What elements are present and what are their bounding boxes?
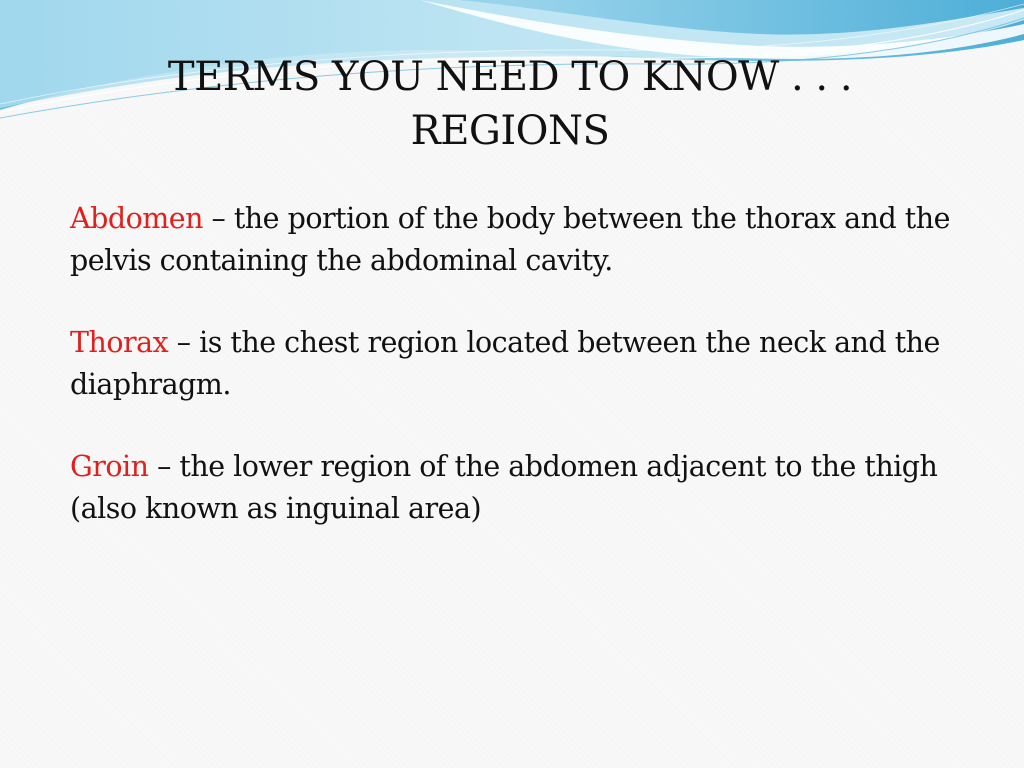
definition-thorax	[70, 322, 970, 406]
term-label: Groin	[70, 450, 149, 483]
term-label: Thorax	[70, 326, 169, 359]
definition-text: – the portion of the body between the thorax and the pelvis containing the abdominal cavity.	[70, 202, 950, 277]
definitions-list	[70, 198, 970, 570]
term-label: Abdomen	[70, 202, 203, 235]
definition-groin	[70, 446, 970, 530]
title-line-1: TERMS YOU NEED TO KNOW . . .	[167, 54, 853, 100]
definition-text: – is the chest region located between the neck and the diaphragm.	[70, 326, 940, 401]
page-title	[90, 50, 930, 158]
title-line-2: REGIONS	[410, 108, 610, 154]
definition-text: – the lower region of the abdomen adjacent to the thigh (also known as inguinal area)	[70, 450, 938, 525]
definition-abdomen	[70, 198, 970, 282]
